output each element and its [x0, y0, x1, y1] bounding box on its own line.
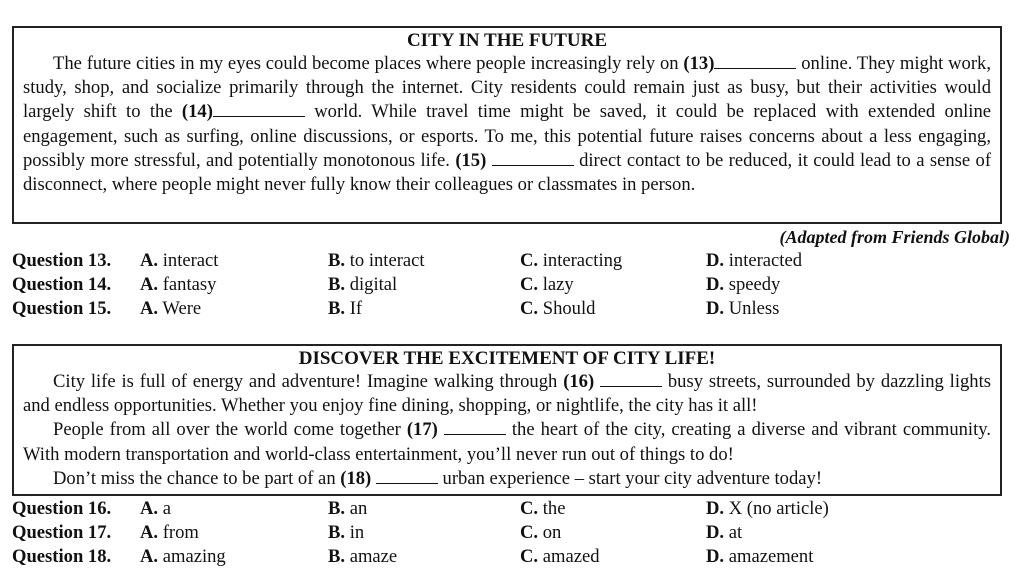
answer-option: D. X (no article)	[706, 498, 829, 519]
answer-option: C. amazed	[520, 546, 600, 567]
passage-2-text	[23, 370, 991, 491]
answer-option: D. speedy	[706, 274, 781, 295]
answer-blank	[714, 53, 796, 69]
passage-2-title: DISCOVER THE EXCITEMENT OF CITY LIFE!	[298, 348, 716, 369]
source-citation: (Adapted from Friends Global)	[779, 227, 1010, 247]
answer-option: B. an	[328, 498, 368, 519]
answer-option: B. If	[328, 298, 363, 319]
question-number: (15)	[455, 149, 487, 171]
answer-option: C. interacting	[520, 250, 623, 271]
answer-option: B. digital	[328, 274, 398, 295]
answer-option: A. Were	[140, 298, 202, 319]
answer-option: C. on	[520, 522, 562, 543]
question-number: (17)	[406, 419, 438, 441]
answer-option: B. to interact	[328, 250, 425, 271]
passage-1-box	[12, 26, 1002, 224]
answer-option: A. amazing	[140, 546, 226, 567]
question-label: Question 13.	[12, 250, 112, 271]
answer-option: D. amazement	[706, 546, 814, 567]
answer-option: A. fantasy	[140, 274, 217, 295]
answer-option: A. from	[140, 522, 199, 543]
question-label: Question 14.	[12, 274, 112, 295]
question-label: Question 18.	[12, 546, 112, 567]
passage-2-paragraph: People from all over the world come together (17) the heart of the city, creating a diverse and vibrant community. With modern transportation and world-class entertainment, you’ll never run out of things to do!	[23, 419, 991, 465]
question-number: (18)	[340, 467, 372, 489]
question-label: Question 16.	[12, 498, 112, 519]
question-row	[12, 545, 1012, 569]
passage-2-paragraph: Don’t miss the chance to be part of an (18) urban experience – start your city adventure today!	[53, 467, 823, 489]
answer-blank	[376, 468, 438, 484]
passage-1-title: CITY IN THE FUTURE	[406, 30, 608, 51]
answer-option: A. a	[140, 498, 171, 519]
passage-2-box	[12, 344, 1002, 496]
answer-blank	[213, 101, 305, 117]
answer-option: D. at	[706, 522, 743, 543]
answer-option: B. amaze	[328, 546, 398, 567]
answer-option: A. interact	[140, 250, 219, 271]
answer-option: C. Should	[520, 298, 596, 319]
answer-blank	[444, 419, 506, 435]
answer-option: D. Unless	[706, 298, 780, 319]
answer-option: C. the	[520, 498, 566, 519]
answer-option: D. interacted	[706, 250, 803, 271]
question-number: (13)	[683, 53, 715, 74]
passage-2-paragraph: City life is full of energy and adventure! Imagine walking through (16) busy streets, surrounded by dazzling lights and endless opportunities. Whether you enjoy fine dining, shopping, or nightlife, the city has it all!	[23, 371, 991, 417]
question-row	[12, 249, 1012, 273]
passage-1-text: The future cities in my eyes could become places where people increasingly rely on (13) online. They might work, study, shop, and socialize primarily through the internet. City residents could remain just as busy, but their activities would largely shift to the (14) world. While travel time might be saved, it could be replaced with extended online engagement, such as surfing, online discussions, or esports. To me, this potential future raises concerns about a less engaging, possibly more stressful, and potentially monotonous life. (15) direct contact to be reduced, it could lead to a sense of disconnect, where people might never fully know their colleagues or classmates in person.	[23, 53, 992, 196]
question-row	[12, 297, 1012, 321]
answer-blank	[492, 150, 574, 166]
question-row	[12, 521, 1012, 545]
answer-option: B. in	[328, 522, 365, 543]
answer-option: C. lazy	[520, 274, 574, 295]
question-row	[12, 273, 1012, 297]
question-label: Question 17.	[12, 522, 112, 543]
question-row	[12, 497, 1012, 521]
question-number: (16)	[563, 371, 595, 392]
question-number: (14)	[181, 101, 213, 123]
question-label: Question 15.	[12, 298, 112, 319]
answer-blank	[600, 371, 662, 387]
